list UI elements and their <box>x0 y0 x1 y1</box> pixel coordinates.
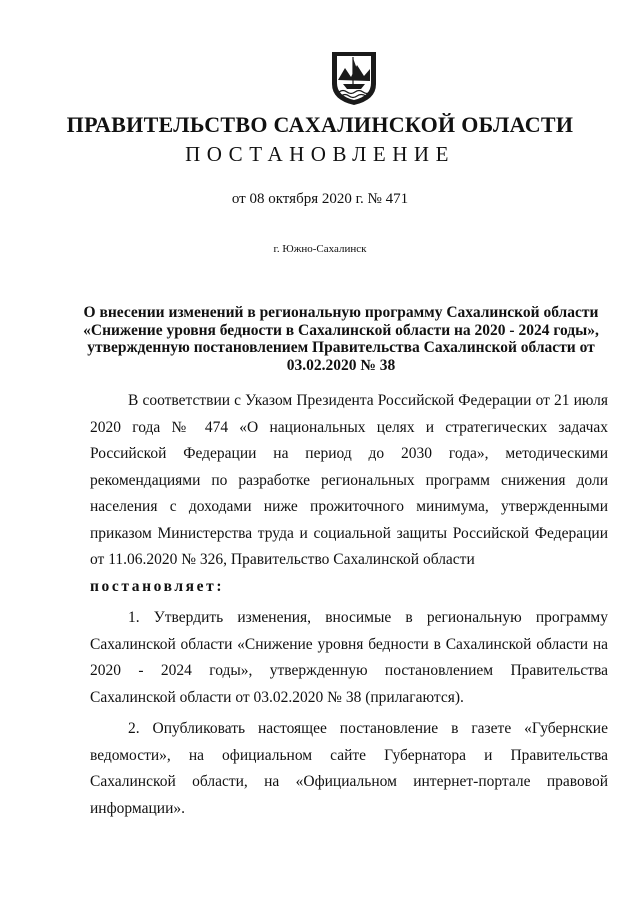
preamble-paragraph: В соответствии с Указом Президента Российской Федерации от 21 июля 2020 года № 474 «О национальных целях и стратегических задачах Российской Федерации на период до 2030 года», методическими рекомендациями по разработке региональных программ снижения доли населения с доходами ниже прожиточного минимума, утвержденными приказом Министерства труда и социальной защиты Российской Федерации от 11.06.2020 № 326, Правительство Сахалинской области <box>90 392 608 568</box>
government-name: ПРАВИТЕЛЬСТВО САХАЛИНСКОЙ ОБЛАСТИ <box>66 112 574 137</box>
document-city: г. Южно-Сахалинск <box>273 243 367 255</box>
item-2-paragraph: 2. Опубликовать настоящее постановление в газете «Губернские ведомости», на официальном сайте Губернатора и Правительства Сахалинской области, на «Официальном интернет-портале правовой информации». <box>90 720 608 817</box>
document-date-number: от 08 октября 2020 г. № 471 <box>231 191 409 207</box>
item-1-paragraph: 1. Утвердить изменения, вносимые в региональную программу Сахалинской области «Снижение уровня бедности в Сахалинской области на 2020 - 2024 годы», утвержденную постановлением Правительства Сахалинской области от 03.02.2020 № 38 (прилагаются). <box>90 609 608 706</box>
document-type: ПОСТАНОВЛЕНИЕ <box>185 142 455 166</box>
resolves-word: постановляет: <box>90 577 225 595</box>
coat-of-arms-icon <box>328 50 380 106</box>
document-body <box>90 388 608 827</box>
document-title: О внесении изменений в региональную программу Сахалинской области «Снижение уровня бедности в Сахалинской области на 2020 - 2024 годы», утвержденную постановлением Правительства Сахалинской области от 03.02.2020 № 38 <box>83 304 599 374</box>
